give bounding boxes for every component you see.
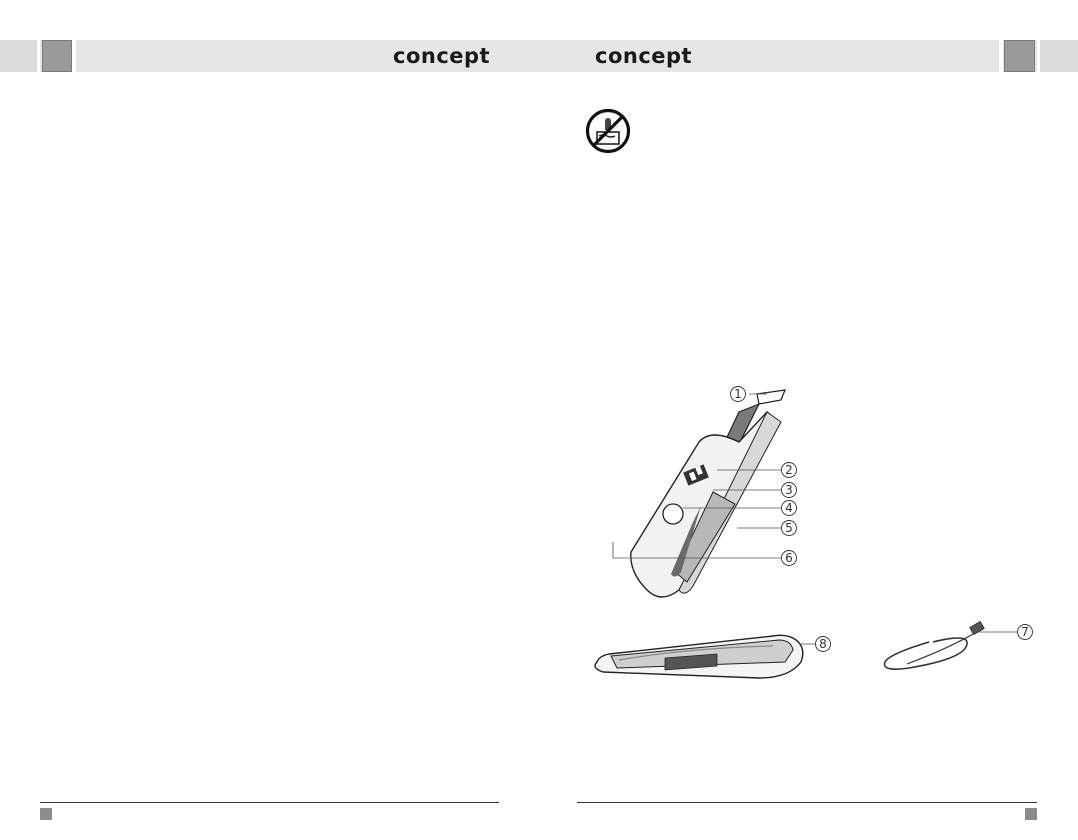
svg-text:1: 1	[734, 387, 742, 401]
right-header-gap	[999, 40, 1003, 72]
product-parts-figure	[589, 372, 1069, 692]
svg-text:2: 2	[785, 463, 793, 477]
svg-text:3: 3	[785, 483, 793, 497]
right-footer-page-marker	[1025, 808, 1037, 820]
usb-charging-cable	[885, 622, 985, 670]
callout-6	[782, 551, 797, 566]
callout-5	[782, 521, 797, 536]
left-footer-page-marker	[40, 808, 52, 820]
left-header-corner-outer	[0, 40, 40, 72]
left-brand-logo: concept	[393, 44, 491, 68]
callout-2	[782, 463, 797, 478]
left-footer-line	[40, 802, 499, 803]
right-footer-line	[577, 802, 1037, 803]
left-header-gap	[72, 40, 76, 72]
callout-7	[1018, 625, 1033, 640]
charging-base	[595, 635, 803, 678]
svg-text:6: 6	[785, 551, 793, 565]
right-brand-logo: concept	[595, 44, 693, 68]
svg-text:7: 7	[1021, 625, 1029, 639]
no-water-immersion-icon	[585, 108, 631, 154]
ultrasonic-spatula-body	[613, 390, 785, 597]
right-header-corner-block	[1004, 40, 1035, 72]
svg-text:8: 8	[819, 637, 827, 651]
callout-1	[731, 387, 746, 402]
callout-3	[782, 483, 797, 498]
svg-text:5: 5	[785, 521, 793, 535]
callout-4	[782, 501, 797, 516]
svg-text:4: 4	[785, 501, 793, 515]
left-header-corner-block	[42, 40, 72, 72]
right-header-corner-outer	[1037, 40, 1078, 72]
right-page	[539, 0, 1078, 840]
callout-8	[816, 637, 831, 652]
